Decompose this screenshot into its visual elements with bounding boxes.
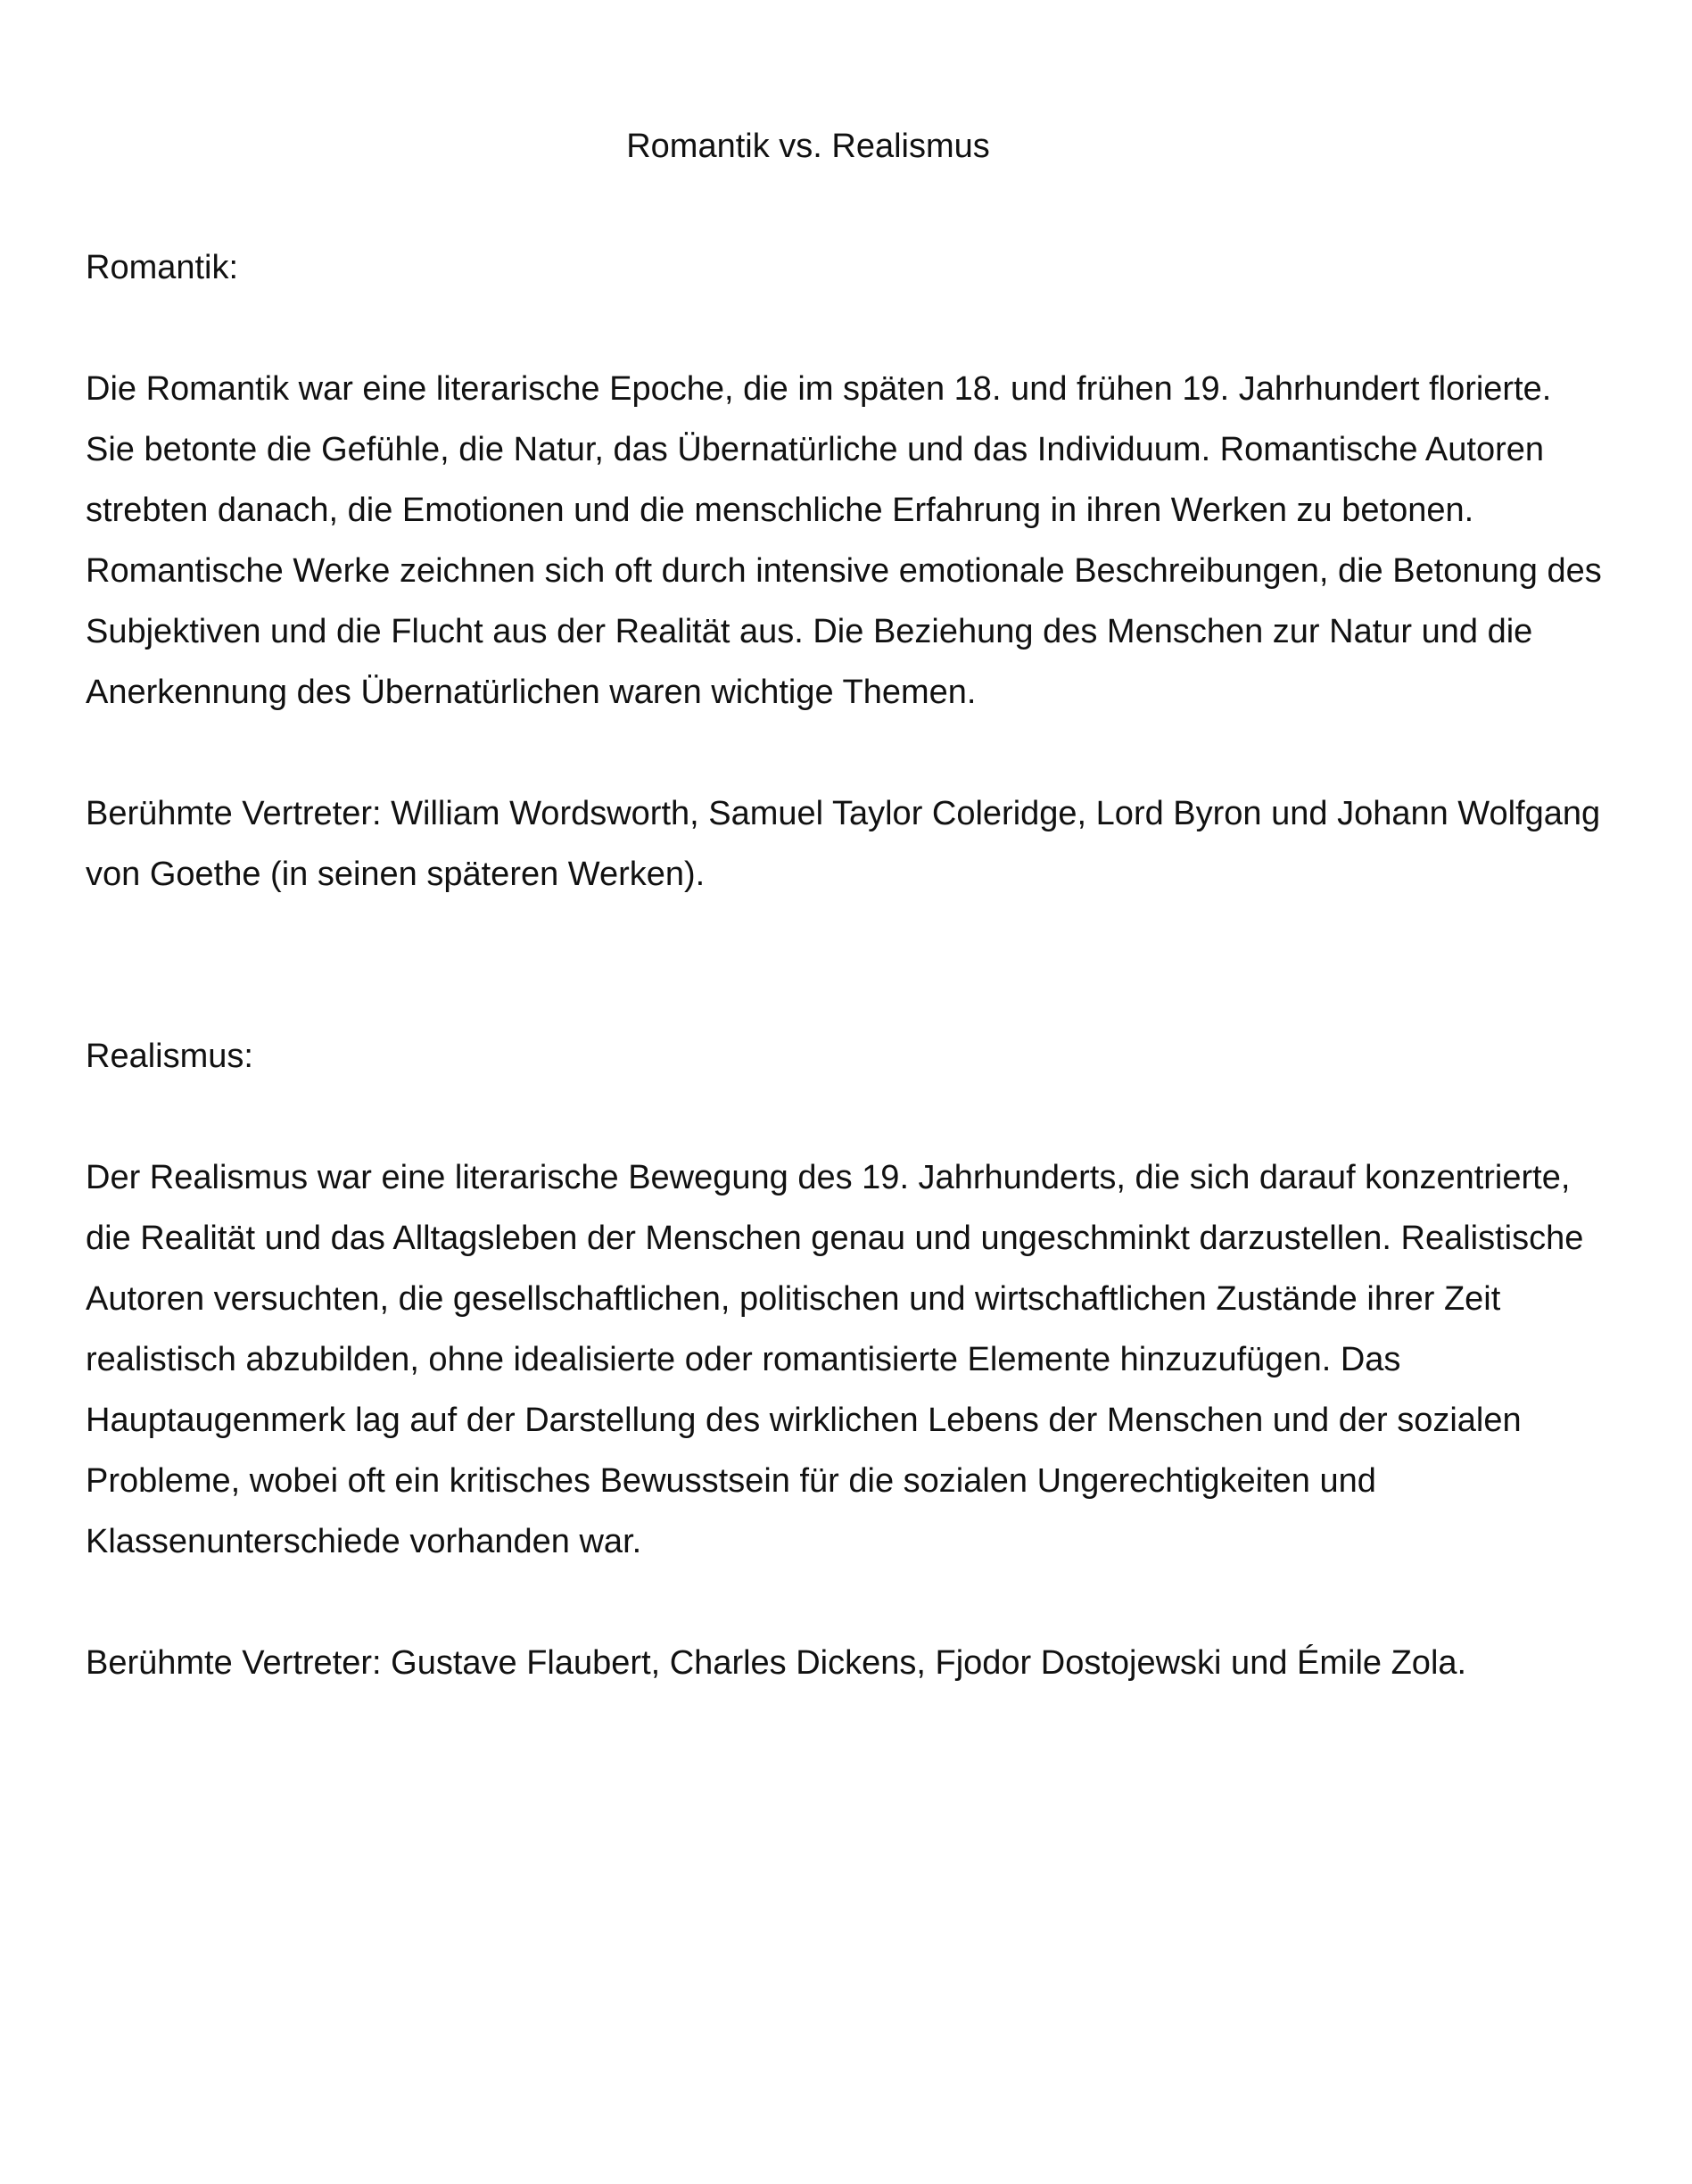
spacer (86, 905, 1602, 1026)
document-body (86, 116, 1602, 1693)
section-romantik (86, 237, 1602, 905)
spacer (86, 1572, 1602, 1633)
spacer (86, 177, 1602, 237)
section-heading: Romantik: (86, 249, 239, 286)
document-title: Romantik vs. Realismus (626, 128, 990, 165)
section-heading: Realismus: (86, 1038, 253, 1075)
spacer (86, 1087, 1602, 1147)
section-representatives: Berühmte Vertreter: Gustave Flaubert, Charles Dickens, Fjodor Dostojewski und Émile Zola. (86, 1644, 1467, 1682)
section-body: Die Romantik war eine literarische Epoche, die im späten 18. und frühen 19. Jahrhundert florierte. Sie betonte die Gefühle, die Natur, das Übernatürliche und das Individuum. Romantische Autoren strebten danach, die Emotionen und die menschliche Erfahrung in ihren Werken zu betonen. Romantische Werke zeichnen sich oft durch intensive emotionale Beschreibungen, die Betonung des Subjektiven und die Flucht aus der Realität aus. Die Beziehung des Menschen zur Natur und die Anerkennung des Übernatürlichen waren wichtige Themen. (86, 370, 1602, 711)
section-realismus (86, 1026, 1602, 1693)
spacer (86, 723, 1602, 783)
section-representatives: Berühmte Vertreter: William Wordsworth, Samuel Taylor Coleridge, Lord Byron und Johann Wolfgang von Goethe (in seinen späteren Werken). (86, 795, 1601, 893)
section-body: Der Realismus war eine literarische Bewegung des 19. Jahrhunderts, die sich darauf konzentrierte, die Realität und das Alltagsleben der Menschen genau und ungeschminkt darzustellen. Realistische Autoren versuchten, die gesellschaftlichen, politischen und wirtschaftlichen Zustände ihrer Zeit realistisch abzubilden, ohne idealisierte oder romantisierte Elemente hinzuzufügen. Das Hauptaugenmerk lag auf der Darstellung des wirklichen Lebens der Menschen und der sozialen Probleme, wobei oft ein kritisches Bewusstsein für die sozialen Ungerechtigkeiten und Klassenunterschiede vorhanden war. (86, 1159, 1584, 1560)
spacer (86, 298, 1602, 359)
